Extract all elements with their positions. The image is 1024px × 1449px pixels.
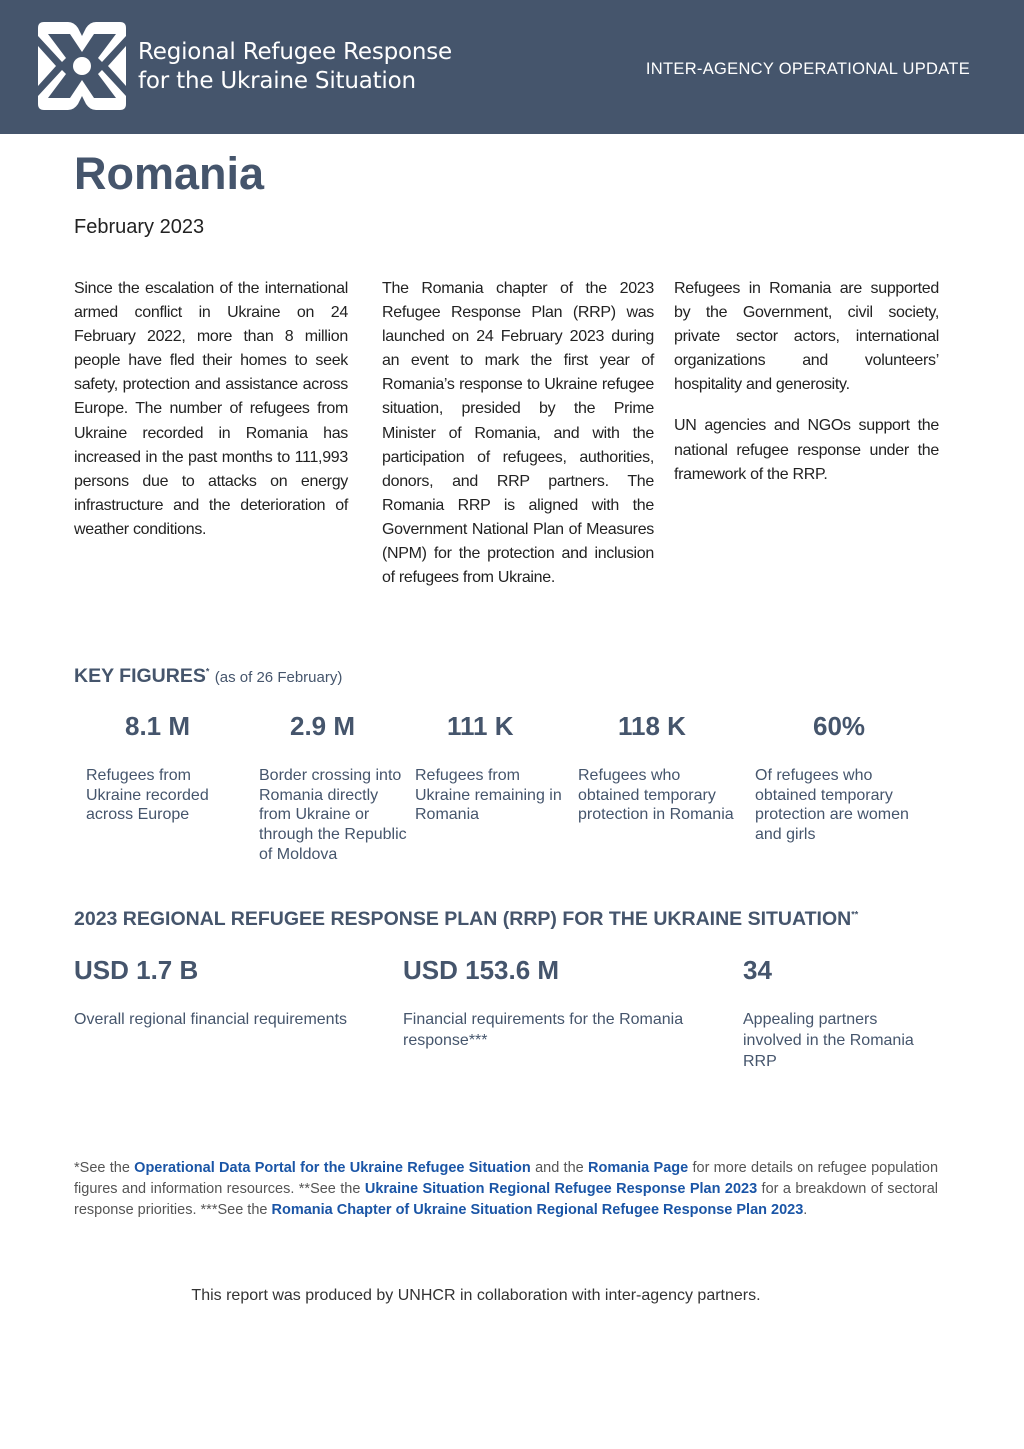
key-figure-value: 2.9 M — [290, 711, 356, 741]
report-credit: This report was produced by UNHCR in collaboration with inter-agency partners. — [191, 1287, 761, 1304]
link-regional-rrp-2023[interactable]: Ukraine Situation Regional Refugee Response Plan 2023 — [364, 1180, 758, 1197]
footnote-mark: ** — [851, 909, 859, 920]
key-figure-label: Refugees who obtained temporary protection in Romania — [578, 767, 734, 824]
key-figures-heading — [74, 665, 342, 688]
footnote-text: for more details on refugee population figures and information resources. **See the — [74, 1160, 939, 1197]
key-figure-value: 111 K — [447, 711, 514, 741]
footnote-text: for a breakdown of sectoral response priorities. ***See the — [74, 1180, 938, 1218]
link-romania-chapter-rrp[interactable]: Romania Chapter of Ukraine Situation Regional Refugee Response Plan 2023 — [271, 1201, 804, 1218]
header-banner — [0, 0, 1024, 134]
intro-paragraph: UN agencies and NGOs support the national refugee response under the framework of the RRP. — [674, 417, 939, 483]
rrp-figure-value: USD 1.7 B — [74, 955, 199, 985]
update-type-label: INTER-AGENCY OPERATIONAL UPDATE — [645, 60, 970, 78]
rrp-figure-value: USD 153.6 M — [403, 955, 560, 985]
intro-column-2 — [382, 277, 654, 607]
rrp-figure-label: Appealing partners involved in the Romania RRP — [743, 1011, 914, 1070]
rrp-heading — [74, 908, 858, 931]
intro-column-3 — [674, 277, 939, 504]
rrp-figure-label: Overall regional financial requirements — [74, 1011, 348, 1028]
intro-column-1 — [74, 277, 348, 559]
footnote-text: *See the — [74, 1160, 135, 1176]
footnote-text: . — [803, 1201, 808, 1218]
key-figure-label: Of refugees who obtained temporary protection are women and girls — [755, 767, 909, 844]
brand-line-1: Regional Refugee Response — [138, 39, 452, 65]
regional-refugee-response-logo — [34, 18, 130, 114]
link-romania-page[interactable]: Romania Page — [588, 1160, 689, 1176]
footnote-mark: * — [205, 666, 210, 677]
key-figure-label: Border crossing into Romania directly from Ukraine or through the Republic of Moldova — [259, 767, 407, 863]
key-figure-value: 118 K — [618, 711, 686, 741]
key-figure-value: 8.1 M — [125, 711, 191, 741]
key-figures-date-note: (as of 26 February) — [214, 669, 343, 686]
footnote — [74, 1158, 938, 1220]
brand-title — [138, 38, 452, 96]
report-date: February 2023 — [74, 216, 205, 238]
brand-line-2: for the Ukraine Situation — [138, 68, 416, 94]
key-figure-value: 60% — [813, 711, 866, 741]
link-operational-data-portal[interactable]: Operational Data Portal for the Ukraine Refugee Situation — [134, 1160, 531, 1176]
key-figure-label: Refugees from Ukraine remaining in Romania — [415, 767, 562, 824]
rrp-heading-text: 2023 REGIONAL REFUGEE RESPONSE PLAN (RRP) FOR THE UKRAINE SITUATION — [74, 908, 852, 930]
intro-paragraph: Refugees in Romania are supported by the Government, civil society, private sector actors, international organizations and volunteers’ hospitality and generosity. — [674, 280, 939, 394]
key-figure-label: Refugees from Ukraine recorded across Europe — [86, 767, 209, 824]
rrp-figure-label: Financial requirements for the Romania response*** — [403, 1011, 684, 1049]
footnote-text: and the — [530, 1160, 588, 1176]
page-title: Romania — [74, 148, 265, 199]
intro-paragraph: Since the escalation of the international armed conflict in Ukraine on 24 February 2022, more than 8 million people have fled their homes to seek safety, protection and assistance across Europe. The number of refugees from Ukraine recorded in Romania has increased in the past months to 111,993 persons due to attacks on energy infrastructure and the deterioration of weather conditions. — [74, 280, 348, 538]
intro-paragraph: The Romania chapter of the 2023 Refugee Response Plan (RRP) was launched on 24 February 2023 during an event to mark the first year of Romania’s response to Ukraine refugee situation, presided by the Prime Minister of Romania, and with the participation of refugees, authorities, donors, and RRP partners. The Romania RRP is aligned with the Government National Plan of Measures (NPM) for the protection and inclusion of refugees from Ukraine. — [382, 280, 654, 587]
rrp-figure-value: 34 — [743, 955, 772, 985]
key-figures-heading-text: KEY FIGURES — [74, 665, 206, 687]
